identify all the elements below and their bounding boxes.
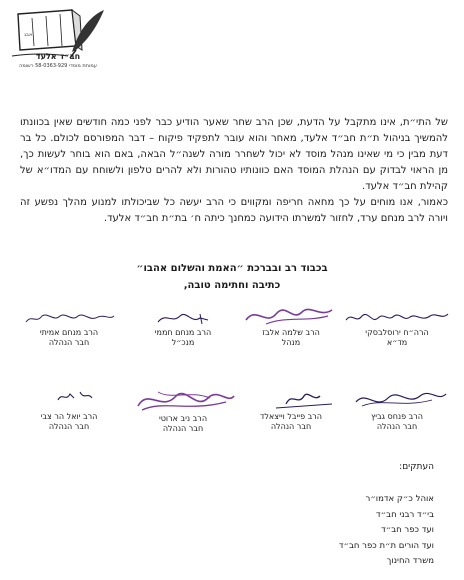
signatory-name: הרב מנחם חממי	[154, 328, 212, 337]
handwritten-signature	[236, 300, 346, 328]
closing-blessing: בכבוד רב ובברכת ״האמת והשלום אהבו״	[136, 263, 328, 274]
handwritten-signature	[128, 384, 238, 414]
cc-item: אוהל כ״ק אדמו״ר	[365, 494, 434, 504]
signature-block	[342, 308, 452, 348]
signatory-role: מנהל	[281, 338, 301, 347]
svg-text:אבג: אבג	[24, 32, 33, 38]
signatory-name: הרב פנחס גביץ	[370, 412, 424, 421]
signatory-role: חבר הנהלה	[270, 422, 312, 431]
signatory-role: חבר הנהלה	[48, 422, 90, 431]
signatory-name: הרה״ח ירוסלבסקי	[365, 328, 429, 337]
signature-block	[128, 308, 238, 348]
signature-block	[236, 384, 346, 432]
signatory-name: הרב פייבל וייצאלד	[260, 412, 322, 421]
signatory-role: חבר הנהלה	[376, 422, 418, 431]
signature-block	[14, 384, 124, 432]
signatory-name: הרב שלמה אלבז	[262, 328, 320, 337]
signatory-role: מנכ״ל	[171, 338, 195, 347]
handwritten-signature	[14, 308, 124, 328]
logo-registration: עמותת מוסדי 58-0363-929 רשומה	[19, 63, 97, 69]
cc-heading: העתקים:	[399, 462, 434, 472]
handwritten-signature	[342, 384, 452, 412]
handwritten-signature	[236, 384, 346, 412]
cc-item: ועד הורים ת״ת כפר חב״ד	[338, 540, 434, 551]
signatory-name: הרב מנחם אמיתי	[39, 328, 99, 337]
signatory-role: חבר הנהלה	[48, 338, 90, 347]
signatory-role: מד״א	[386, 338, 408, 347]
closing-greeting: כתיבה וחתימה טובה,	[183, 280, 281, 291]
body-paragraph: של התי״ת, אינו מתקבל על הדעת, שכן הרב שחר שאער הודיע כבר לפני כמה חודשים שאין בכוונתו להמשיך בניהול ת״ת חב״ד אלעד, מאחר והוא עובר לתפקיד פיקוח – דבר המפורסם לכולם. כל בר דעת מבין כי מי שאינו מנהל מוסד לא יכול לשחרר מורה לשנה״ל הבאה, באם הוא בוחר לעשות כך, מן הראוי לבדוק עם הנהלת המוסד האם כוונותיו טהורות ולא להרים טלפון ולשוחח עם המדו״א של קהילת חב״ד אלעד.	[20, 117, 448, 192]
body-paragraph: כאמור, אנו מוחים על כך מחאה חריפה ומקווים כי הרב יעשה כל שביכולתו למנוע מהלך נפשע זה ויורה לרב מנחם ערד, לחזור למשרתו הידועה כמחנך כיתה ח׳ בת״ת חב״ד אלעד.	[20, 197, 448, 224]
logo-caption: חב״ד אלעד	[35, 52, 81, 61]
signatory-name: הרב ניב ארוטי	[158, 414, 208, 423]
handwritten-signature	[14, 384, 124, 412]
handwritten-signature	[342, 308, 452, 328]
signature-block	[236, 300, 346, 348]
signature-block	[342, 384, 452, 432]
cc-item: משרד החינוך	[386, 556, 434, 566]
handwritten-signature	[128, 308, 238, 328]
signatory-role: חבר הנהלה	[162, 424, 204, 433]
signature-block	[128, 384, 238, 434]
cc-list	[339, 492, 434, 570]
signatory-name: הרב יואל הר צבי	[40, 412, 98, 421]
signature-block	[14, 308, 124, 348]
cc-item: ועד כפר חב״ד	[381, 525, 434, 535]
cc-item: בי״ד רבני חב״ד	[376, 509, 434, 520]
